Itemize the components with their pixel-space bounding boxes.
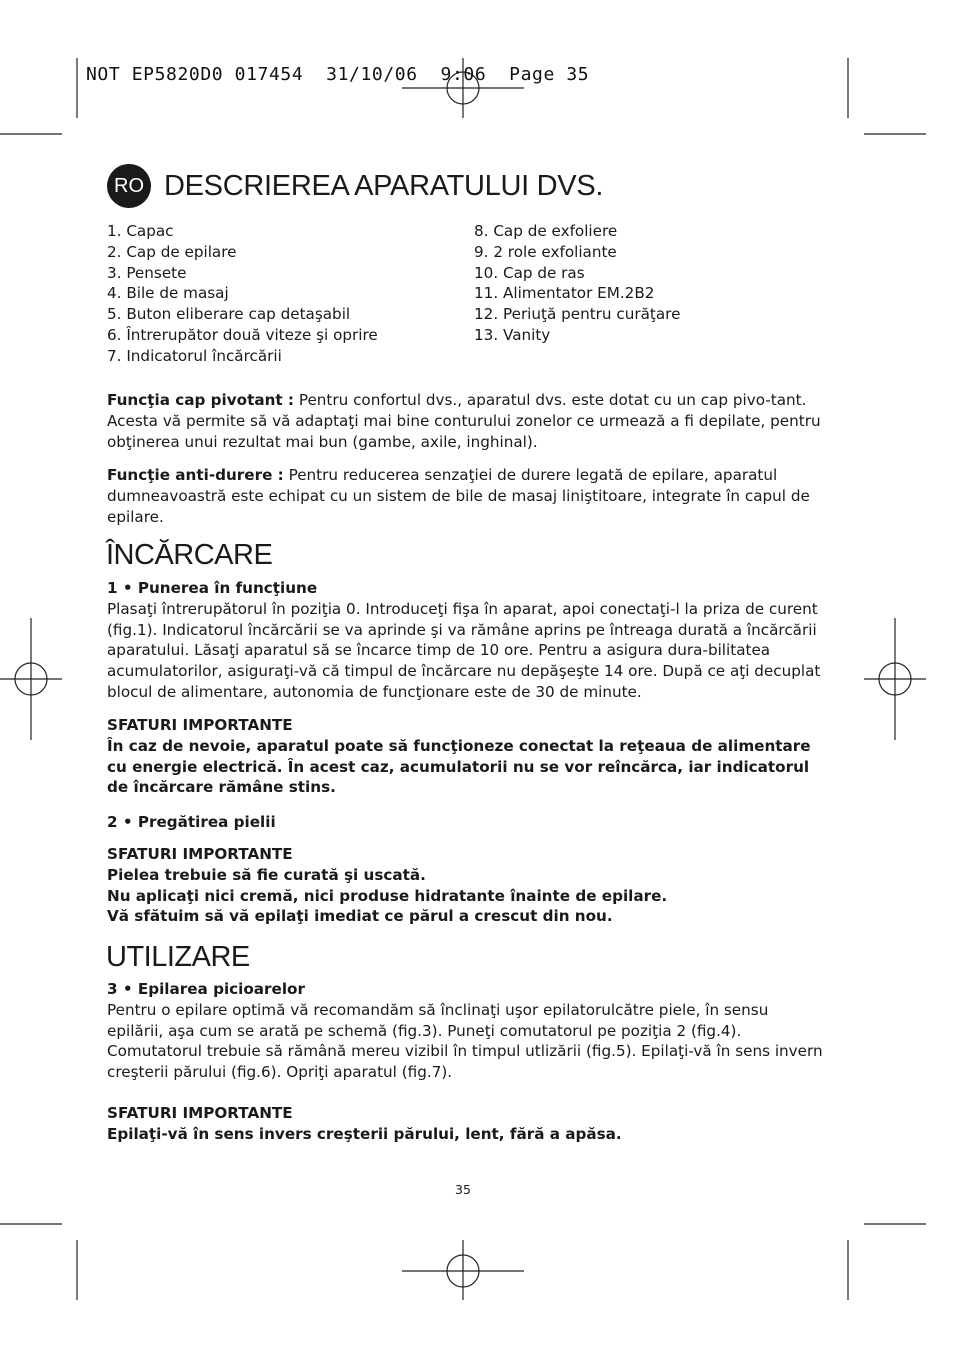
print-slug-header: NOT EP5820D0 017454 31/10/06 9:06 Page 35 — [86, 64, 590, 85]
tips3-text: Epilaţi-vă în sens invers creşterii părului, lent, fără a apăsa. — [107, 1124, 622, 1143]
pivot-text: Pentru confortul dvs., aparatul dvs. este dotat cu un cap pivo-tant. Acesta vă permite să vă adaptaţi mai bine conturului zonelor ce urmează a fi depilate, pentru obţinerea unui rezultat mai bun (gambe, axile, inghinal). — [107, 391, 821, 451]
page-title-row — [107, 164, 603, 208]
page-number: 35 — [455, 1182, 471, 1197]
list-item: 13. Vanity — [474, 325, 551, 344]
tips1-title: SFATURI IMPORTANTE — [107, 716, 293, 734]
list-item: 7. Indicatorul încărcării — [107, 346, 282, 365]
tips2-block — [107, 844, 823, 927]
list-item: 11. Alimentator EM.2B2 — [474, 284, 655, 303]
parts-list-left — [107, 221, 378, 367]
pivot-label: Funcţia cap pivotant : — [107, 391, 295, 409]
step3-text: Pentru o epilare optimă vă recomandăm să înclinaţi uşor epilatorulcătre piele, în sensu epilării, aşa cum se arată pe schemă (fig.3). Puneţi comutatorul pe poziţia 2 (fig.4). Comutatorul trebuie să rămână mereu vizibil în timpul utlizării (fig.5). Epilaţi-vă în sens invern creşterii părului (fig.6). Opriţi aparatul (fig.7). — [107, 1000, 823, 1082]
tips2-title: SFATURI IMPORTANTE — [107, 845, 293, 863]
tips3-title: SFATURI IMPORTANTE — [107, 1104, 293, 1122]
step2-block — [107, 812, 823, 833]
antipain-paragraph — [107, 465, 823, 527]
list-item: 1. Capac — [107, 222, 174, 240]
antipain-text: Pentru reducerea senzaţiei de durere legată de epilare, aparatul dumneavoastră este echipat cu un sistem de bile de masaj liniştitoare, integrate în capul de epilare. — [107, 466, 810, 526]
step3-title: 3 • Epilarea picioarelor — [107, 980, 305, 998]
list-item: 4. Bile de masaj — [107, 284, 229, 303]
pivot-paragraph — [107, 390, 823, 452]
step2-title: 2 • Pregătirea pielii — [107, 813, 276, 831]
list-item: 8. Cap de exfoliere — [474, 222, 618, 240]
list-item: 6. Întrerupător două viteze şi oprire — [107, 325, 378, 344]
tips3-block — [107, 1103, 823, 1145]
list-item: 9. 2 role exfoliante — [474, 242, 617, 261]
tips1-text: În caz de nevoie, aparatul poate să funcţioneze conectat la reţeaua de alimentare cu energie electrică. În acest caz, acumulatorii nu se vor reîncărca, iar indicatorul de încărcare rămâne stins. — [107, 736, 811, 797]
tips2-line: Nu aplicaţi nici cremă, nici produse hidratante înainte de epilare. — [107, 886, 668, 905]
step3-block — [107, 979, 823, 1083]
page-title: DESCRIEREA APARATULUI DVS. — [164, 169, 604, 202]
tips2-line: Vă sfătuim să vă epilaţi imediat ce părul a crescut din nou. — [107, 907, 613, 926]
tips1-block — [107, 715, 823, 798]
list-item: 10. Cap de ras — [474, 263, 585, 282]
step1-block — [107, 578, 823, 703]
step1-title: 1 • Punerea în funcţiune — [107, 579, 318, 597]
list-item: 12. Periuţă pentru curăţare — [474, 305, 681, 324]
section-title-usage: UTILIZARE — [106, 941, 250, 973]
tips2-line: Pielea trebuie să fie curată şi uscată. — [107, 865, 426, 884]
step1-text: Plasaţi întrerupătorul în poziţia 0. Introduceţi fişa în aparat, apoi conectaţi-l la priza de curent (fig.1). Indicatorul încărcării se va aprinde şi va rămâne aprins pe întreaga durată a încărcării aparatului. Lăsaţi aparatul să se încarce timp de 10 ore. Pentru a asigura dura-bilitatea acumulatorilor, asiguraţi-vă că timpul de încărcare nu depăşeşte 14 ore. După ce aţi decuplat blocul de alimentare, autonomia de funcţionare este de 30 de minute. — [107, 599, 821, 701]
list-item: 5. Buton eliberare cap detaşabil — [107, 305, 351, 324]
language-badge: RO — [107, 164, 151, 208]
section-title-charging: ÎNCĂRCARE — [106, 539, 273, 571]
parts-list-right — [474, 221, 680, 346]
list-item: 3. Pensete — [107, 263, 187, 282]
list-item: 2. Cap de epilare — [107, 242, 237, 261]
antipain-label: Funcţie anti-durere : — [107, 466, 284, 484]
